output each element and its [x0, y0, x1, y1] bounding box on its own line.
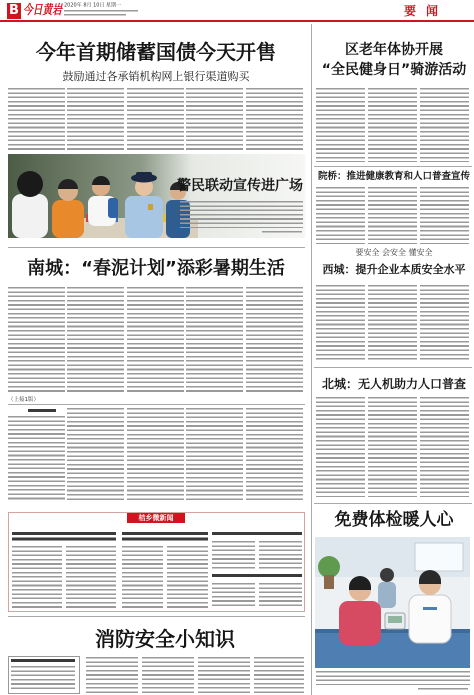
section-rule — [8, 616, 305, 617]
photo-free-health-check — [315, 537, 470, 668]
beicheng-body-text — [420, 397, 469, 497]
blood-pressure-monitor — [385, 613, 405, 629]
section-rule — [8, 247, 305, 248]
yuanqiao-body-text — [316, 187, 365, 244]
fire-box-title — [11, 659, 75, 663]
nancheng-body-text — [246, 287, 303, 394]
nancheng-headline: 南城：“春泥计划”添彩暑期生活 — [27, 258, 285, 279]
brief-body-text — [122, 546, 163, 608]
window — [415, 543, 463, 571]
brief-body-text — [212, 541, 255, 570]
section-letter-badge: B — [7, 3, 21, 19]
brief-body-text — [167, 546, 208, 608]
section-rule — [314, 367, 472, 368]
brief-body-text — [259, 541, 302, 570]
elderly-body-text — [316, 88, 365, 162]
lead-subheadline: 鼓励通过各承销机构网上银行渠道购买 — [62, 70, 250, 83]
beicheng-body-text — [316, 397, 365, 497]
elderly-headline-line2: “全民健身日”骑游活动 — [321, 62, 467, 78]
xicheng-body-text — [368, 285, 417, 361]
xicheng-body-text — [420, 285, 469, 361]
continued-body-text — [246, 408, 303, 502]
fire-safety-headline: 消防安全小知识 — [95, 627, 235, 651]
section-rule — [314, 166, 472, 167]
fire-box-text — [11, 666, 75, 691]
xicheng-kicker: 要安全 会安全 懂安全 — [355, 248, 433, 257]
nancheng-body-text — [8, 287, 65, 394]
photo-story-headline: 警民联动宣传进广场 — [177, 178, 303, 194]
xicheng-body-text — [316, 285, 365, 361]
photo-caption-text — [180, 201, 303, 228]
header-rule — [0, 20, 474, 22]
lead-body-text — [186, 88, 243, 150]
continued-subhead — [28, 409, 56, 413]
section-rule — [314, 503, 472, 504]
beicheng-headline: 北城：无人机助力人口普查 — [321, 377, 466, 391]
continued-from-label: （上接1版） — [8, 396, 40, 403]
lead-body-text — [246, 88, 303, 150]
column-divider — [311, 24, 312, 695]
health-photo-byline — [418, 688, 468, 691]
brief-body-text — [66, 546, 116, 608]
lead-headline: 今年首期储蓄国债今天开售 — [36, 40, 276, 64]
elderly-headline-line1: 区老年体协开展 — [345, 42, 443, 58]
brief-body-text — [212, 583, 255, 608]
health-check-headline: 免费体检暖人心 — [334, 510, 454, 530]
elderly-body-text — [420, 88, 469, 162]
lead-body-text — [8, 88, 65, 150]
brief-headline — [212, 574, 302, 579]
section-name: 要闻 — [404, 4, 449, 18]
yuanqiao-body-text — [368, 187, 417, 244]
brief-headline — [12, 532, 116, 542]
brief-headline — [122, 532, 208, 542]
nancheng-body-text — [67, 287, 124, 394]
yuanqiao-headline: 院桥：推进健康教育和人口普查宣传 — [317, 171, 470, 182]
nancheng-body-text — [127, 287, 184, 394]
header-info-line — [64, 10, 138, 12]
brief-body-text — [12, 546, 62, 608]
continued-body-text — [127, 408, 184, 502]
issue-date: 2020年 8月 10日 星期一 — [64, 2, 122, 8]
header-info-line — [64, 14, 126, 16]
fire-body-text — [254, 657, 304, 694]
yuanqiao-body-text — [420, 187, 469, 244]
child-girl-back — [12, 171, 48, 238]
beicheng-body-text — [368, 397, 417, 497]
brief-body-text — [259, 583, 302, 608]
brief-news-label: 桔乡微新闻 — [127, 513, 185, 523]
fire-body-text — [142, 657, 194, 694]
brief-headline — [212, 532, 302, 537]
continued-body-text — [67, 408, 124, 502]
elderly-body-text — [368, 88, 417, 162]
fire-body-text — [198, 657, 250, 694]
xicheng-headline: 西城：提升企业本质安全水平 — [322, 263, 466, 276]
continued-body-text — [8, 416, 65, 502]
nancheng-body-text — [186, 287, 243, 394]
fire-body-text — [86, 657, 138, 694]
health-photo-caption — [316, 671, 470, 685]
photo-byline — [262, 231, 302, 234]
masthead-logo: 今日黄岩 — [23, 3, 63, 18]
lead-body-text — [127, 88, 184, 150]
section-rule — [8, 404, 305, 405]
continued-body-text — [186, 408, 243, 502]
background-person — [378, 568, 396, 608]
lead-body-text — [67, 88, 124, 150]
